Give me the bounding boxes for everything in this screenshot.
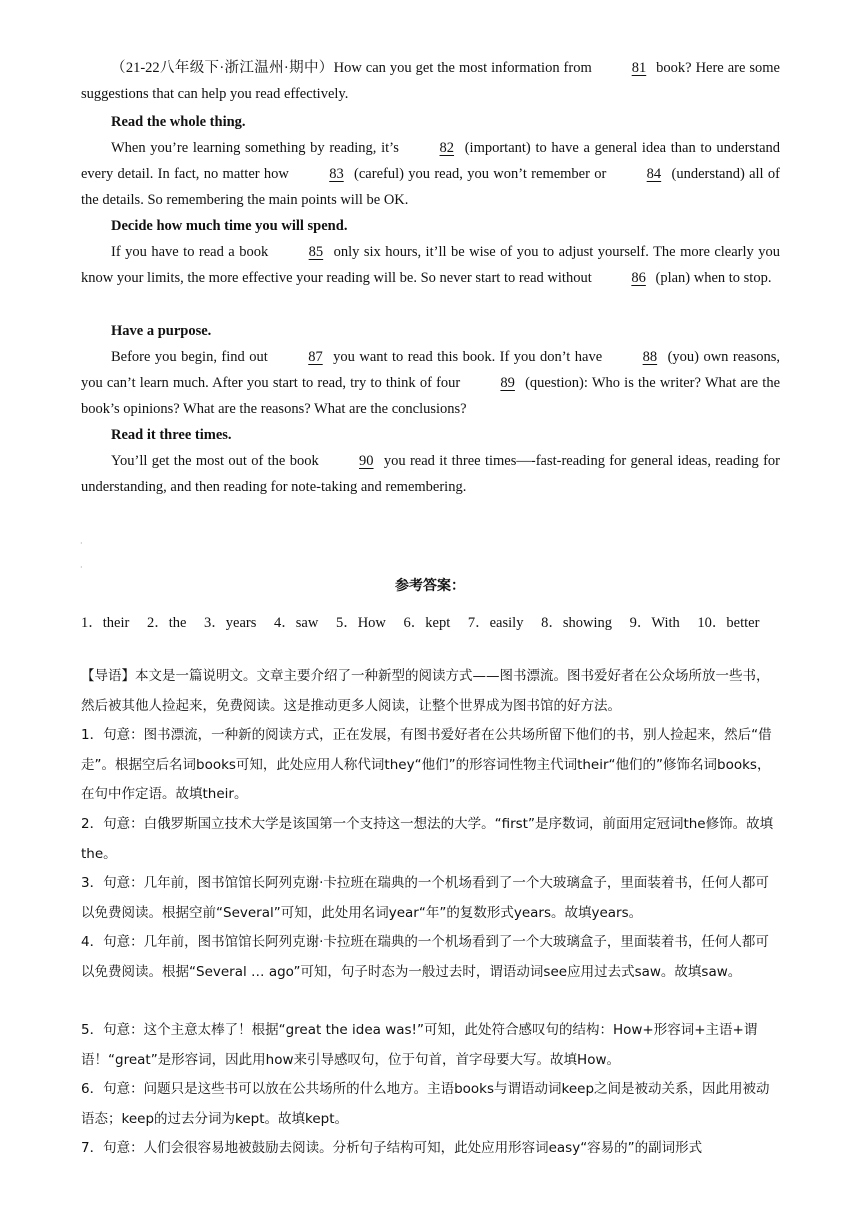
p4-text-b: you read it three times—-fast-reading for general ideas, reading for understanding, and then reading for note-taking and remembering. (81, 453, 780, 495)
blank-90: 90 (359, 453, 374, 469)
answers-title: 参考答案： (395, 578, 465, 594)
answer-item: 1．their (81, 615, 130, 631)
answer-item: 7．easily (467, 615, 524, 631)
blank-85: 85 (308, 244, 324, 260)
blank-88: 88 (642, 349, 658, 365)
p2-text-b: only six hours, it’ll be wise of you to adjust yourself. The more clearly you know your limits, the more effective your reading will be. So never start to read without (81, 244, 780, 286)
explanation-5: 5．句意：这个主意太棒了！根据“great the idea was!”可知，此处符合感叹句的结构：How+形容词+主语+谓语！“great”是形容词，因此用how来引导感叹句，位于句首，首字母要大写。故填How。 (81, 1022, 758, 1068)
explanation-4: 4．句意：几年前，图书馆馆长阿列克谢·卡拉班在瑞典的一个机场看到了一个大玻璃盒子，里面装着书，任何人都可以免费阅读。根据“Several … ago”可知，句子时态为一般过去时，谓语动词see应用过去式saw。故填saw。 (81, 934, 769, 980)
p2-text-a: If you have to read a book (111, 244, 273, 260)
explanation-2: 2．句意：白俄罗斯国立技术大学是该国第一个支持这一想法的大学。“first”是序数词，前面用定冠词the修饰。故填the。 (81, 816, 774, 862)
p3-text-a: Before you begin, find out (111, 349, 273, 365)
passage-intro (81, 55, 780, 107)
p3-text-b: you want to read this book. If you don’t have (328, 349, 607, 365)
blank-81: 81 (631, 60, 647, 76)
heading-decide-time: Decide how much time you will spend. (111, 218, 348, 234)
paragraph-2 (81, 239, 780, 291)
answer-item: 9．With (629, 615, 680, 631)
intro-text-2: book? Here are some suggestions that can help you read effectively. (81, 60, 780, 102)
answer-item: 8．showing (541, 615, 612, 631)
explanation-7: 7．句意：人们会很容易地被鼓励去阅读。分析句子结构可知，此处应用形容词easy“容易的”的副词形式 (81, 1140, 703, 1156)
explanation-3: 3．句意：几年前，图书馆馆长阿列克谢·卡拉班在瑞典的一个机场看到了一个大玻璃盒子，里面装着书，任何人都可以免费阅读。根据空前“Several”可知，此处用名词year“年”的复数形式years。故填years。 (81, 875, 769, 921)
answer-item: 5．How (335, 615, 386, 631)
blank-84: 84 (646, 166, 662, 182)
answer-item: 6．kept (403, 615, 451, 631)
answer-item: 4．saw (274, 615, 319, 631)
p1-text-c: (careful) you read, you won’t remember or (349, 166, 611, 182)
heading-read-whole: Read the whole thing. (111, 114, 246, 130)
explanation-intro: 【导语】本文是一篇说明文。文章主要介绍了一种新型的阅读方式——图书漂流。图书爱好者在公众场所放一些书，然后被其他人捡起来，免费阅读。这是推动更多人阅读，让整个世界成为图书馆的好方法。 (81, 668, 770, 714)
stray-dot-mark: · (80, 563, 83, 572)
p4-text-a: You’ll get the most out of the book (111, 453, 324, 469)
heading-purpose: Have a purpose. (111, 323, 212, 339)
p1-text-a: When you’re learning something by reading, it’s (111, 140, 404, 156)
blank-82: 82 (439, 140, 455, 156)
p3-text-c: (you) own reasons, you can’t learn much. After you start to read, try to think of four (81, 349, 780, 391)
heading-three-times: Read it three times. (111, 427, 232, 443)
answer-list (81, 610, 773, 636)
answer-item: 3．years (204, 615, 257, 631)
blank-89: 89 (500, 375, 515, 391)
explanation-1: 1．句意：图书漂流，一种新的阅读方式，正在发展，有图书爱好者在公共场所留下他们的书，别人捡起来，然后“借走”。根据空后名词books可知，此处应用人称代词they“他们”的形容词性物主代词their“他们的”修饰名词books，在句中作定语。故填their。 (81, 727, 772, 802)
intro-text: （21-22八年级下·浙江温州·期中）How can you get the most information from (111, 60, 596, 76)
p2-text-c: (plan) when to stop. (651, 270, 772, 286)
p1-text-b: (important) to have a general idea than to understand every detail. In fact, no matter how (81, 140, 781, 182)
answer-item: 2．the (146, 615, 187, 631)
blank-87: 87 (308, 349, 323, 365)
explanation-6: 6．句意：问题只是这些书可以放在公共场所的什么地方。主语books与谓语动词keep之间是被动关系，因此用被动语态；keep的过去分词为kept。故填kept。 (81, 1081, 770, 1127)
p1-text-d: (understand) all of the details. So remembering the main points will be OK. (81, 166, 780, 208)
stray-dot-mark: · (80, 539, 83, 548)
paragraph-1 (81, 135, 780, 213)
blank-86: 86 (631, 270, 646, 286)
paragraph-3 (81, 344, 780, 422)
blank-83: 83 (329, 166, 344, 182)
p3-text-d: (question): Who is the writer? What are the book’s opinions? What are the reasons? What are the conclusions? (81, 375, 780, 417)
answer-item: 10．better (697, 615, 760, 631)
paragraph-4 (81, 448, 780, 500)
